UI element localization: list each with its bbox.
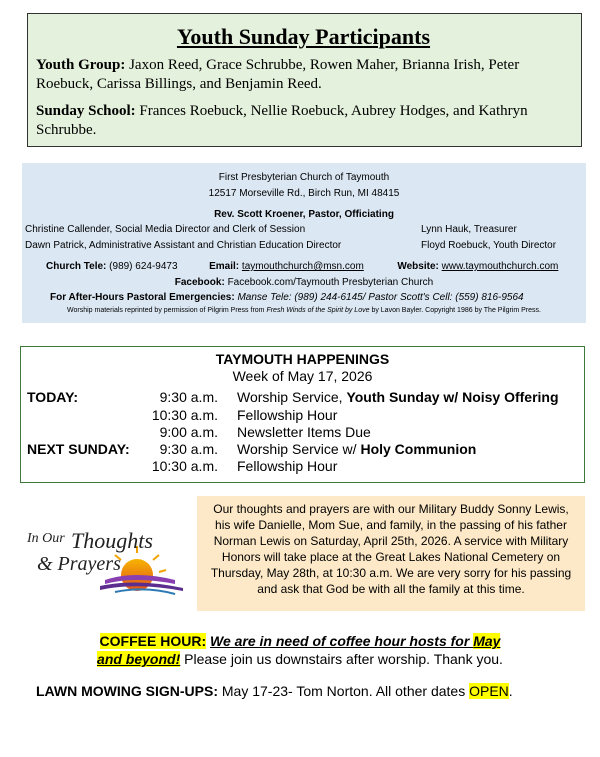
email-label: Email:	[209, 261, 240, 272]
today-label: TODAY:	[27, 389, 79, 405]
sunset-icon	[25, 520, 190, 600]
happenings-box: TAYMOUTH HAPPENINGS Week of May 17, 2026 TODAY: 9:30 a.m. Worship Service, Youth Sunday w/ Noisy Offering 10:30 a.m. Fellowship Hour 9:00 a.m. Newsletter Items Due NEXT SUNDAY: 9:30 a.m. Worship Service w/ Holy Communion 10:30 a.m. Fellowship Hour	[20, 346, 585, 483]
svg-text:Thoughts: Thoughts	[71, 528, 153, 553]
permission-line: Worship materials reprinted by permission of Pilgrim Press from Fresh Winds of the Spirit by Love by Lavon Bayler. Copyright 1986 by The Pilgrim Press.	[67, 307, 541, 314]
sunday-school-paragraph	[36, 102, 571, 140]
svg-text:& Prayers: & Prayers	[37, 553, 121, 575]
youth-sunday-box	[27, 13, 582, 147]
coffee-hour-label: COFFEE HOUR	[99, 633, 202, 649]
emergency-label: For After-Hours Pastoral Emergencies:	[50, 292, 235, 303]
staff-left-1: Christine Callender, Social Media Director and Clerk of Session	[25, 224, 306, 235]
church-info-box	[22, 163, 586, 323]
staff-left-2: Dawn Patrick, Administrative Assistant and Christian Education Director	[25, 240, 342, 251]
facebook-label: Facebook:	[174, 277, 225, 288]
staff-right-2: Floyd Roebuck, Youth Director	[421, 240, 557, 251]
website-link[interactable]: www.taymouthchurch.com	[441, 261, 559, 272]
thoughts-prayers-logo	[25, 520, 190, 600]
coffee-rest: Please join us downstairs after worship. Thank you.	[180, 651, 503, 667]
svg-text:In Our: In Our	[27, 531, 65, 546]
website-label: Website:	[397, 261, 439, 272]
thoughts-prayers-box	[197, 496, 585, 611]
youth-sunday-title: Youth Sunday Participants	[176, 24, 431, 49]
facebook-line	[22, 277, 586, 288]
contact-line	[46, 261, 558, 272]
coffee-need: We are in need of coffee hour hosts for	[210, 633, 474, 649]
emergency-line	[50, 292, 524, 303]
coffee-hour-notice: COFFEE HOUR: We are in need of coffee hour hosts for May and beyond! Please join us downstairs after worship. Thank you.	[97, 633, 503, 667]
open-badge: OPEN	[469, 683, 509, 699]
tele-label: Church Tele:	[46, 261, 107, 272]
staff-right-1: Lynn Hauk, Treasurer	[421, 224, 517, 235]
facebook-value: Facebook.com/Taymouth Presbyterian Church	[227, 277, 434, 288]
happenings-week: Week of May 17, 2026	[232, 368, 373, 384]
coffee-beyond: and beyond!	[97, 651, 181, 667]
lawn-mowing-notice: LAWN MOWING SIGN-UPS: May 17-23- Tom Norton. All other dates OPEN.	[36, 683, 513, 699]
email-link[interactable]: taymouthchurch@msn.com	[241, 261, 364, 272]
sunday-school-label: Sunday School:	[36, 103, 136, 119]
happenings-title: TAYMOUTH HAPPENINGS	[215, 351, 390, 367]
pastor-line: Rev. Scott Kroener, Pastor, Officiating	[214, 209, 394, 220]
sunday-school-names: Frances Roebuck, Nellie Roebuck, Aubrey Hodges, and Kathryn Schrubbe.	[36, 103, 528, 138]
lawn-label: LAWN MOWING SIGN-UPS:	[36, 683, 218, 699]
church-name: First Presbyterian Church of Taymouth	[218, 172, 390, 183]
youth-group-names: Jaxon Reed, Grace Schrubbe, Rowen Maher, Brianna Irish, Peter Roebuck, Carissa Billings, and Benjamin Reed.	[36, 57, 520, 92]
emergency-value: Manse Tele: (989) 244-6145/ Pastor Scott's Cell: (559) 816-9564	[237, 292, 524, 303]
thoughts-text: Our thoughts and prayers are with our Military Buddy Sonny Lewis, his wife Danielle, Mom Sue, and family, in the passing of his father Norman Lewis on Saturday, April 25th, 2026. A service with Military Honors will take place at the Great Lakes National Cemetery on Thursday, May 28th, at 10:30 a.m. We are very sorry for his passing and ask that God be with all the family at this time.	[210, 502, 572, 596]
youth-group-paragraph	[36, 56, 571, 94]
youth-group-label: Youth Group:	[36, 57, 126, 73]
church-address: 12517 Morseville Rd., Birch Run, MI 48415	[208, 188, 400, 199]
next-sunday-label: NEXT SUNDAY:	[27, 441, 130, 457]
tele-value: (989) 624-9473	[109, 261, 178, 272]
